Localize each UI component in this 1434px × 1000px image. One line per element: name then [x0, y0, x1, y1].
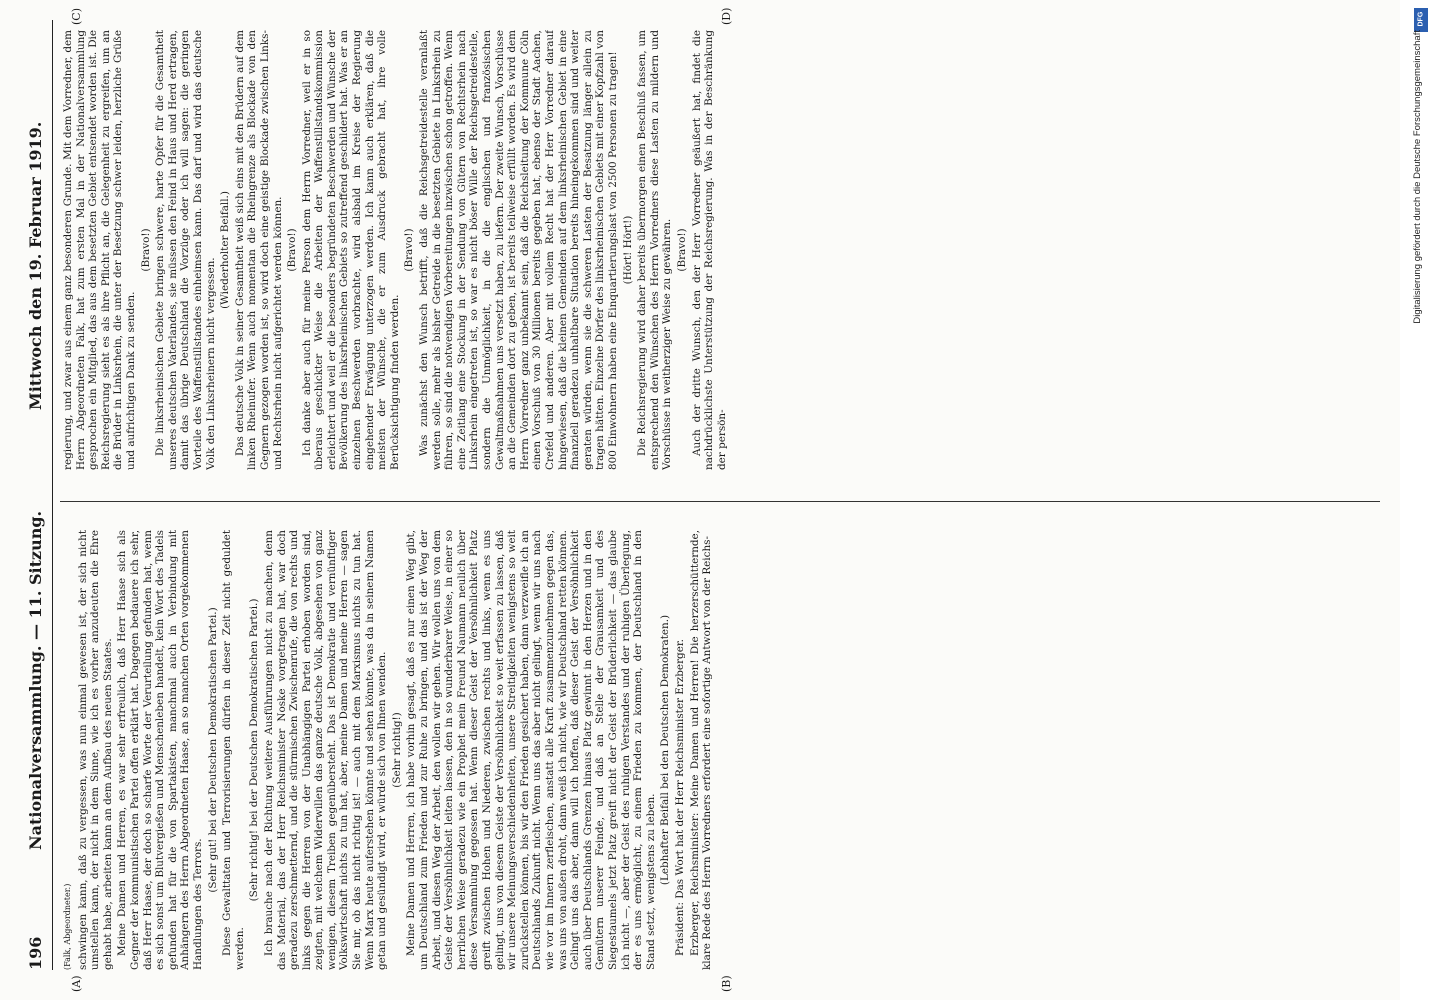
- margin-letter-a: (A): [70, 975, 83, 992]
- margin-letter-d: (D): [720, 7, 733, 25]
- paragraph: Erzberger, Reichsminister: Meine Damen und Herren! Die herzerschütternde, klare Rede des Herrn Vorredners erfordert eine sofortige Antwort von der Reichs-: [688, 530, 714, 970]
- column-divider: [60, 501, 1380, 502]
- interjection: (Bravo!): [403, 228, 416, 272]
- interjection: (Lebhafter Beifall bei den Deutschen Demokraten.): [659, 614, 672, 886]
- dfg-logo: DFG: [1414, 8, 1428, 32]
- paragraph: schwingen kann, daß zu vergessen, was nun einmal gewesen ist, der sich nicht umstellen kann, der nicht in dem Sinne, wie ich es vorher anzudeuten die Ehre gehabt habe, arbeiten kann an dem Aufbau des neuen Staates.: [76, 530, 114, 970]
- paragraph: Die linksrheinischen Gebiete bringen schwere, harte Opfer für die Gesamtheit unseres deutschen Vaterlandes, sie müssen den Feind in Haus und Herd ertragen, damit das übrige Deutschland die Vorzüge oder ich will sagen: die geringen Vorteile des Waffenstillstandes einheimsen kann. Das darf und wird das deutsche Volk den Linksrheinern nicht vergessen.: [154, 30, 217, 470]
- paragraph: Meine Damen und Herren, es war sehr erfreulich, daß Herr Haase sich als Gegner der kommunistischen Partei offen erklärt hat. Dagegen bedauere ich sehr, daß Herr Haase, der doch so scharfe Worte der Verurteilung gefunden hat, wenn es sich sonst um Blutvergießen und Menschenleben handelt, kein Wort des Tadels gefunden hat für die von Spartakisten, manchmal auch in Verbindung mit Anhängern des Herrn Abgeordneten Haase, an so manchen Orten vorgekommenen Handlungen des Terrors.: [116, 530, 204, 970]
- interjection: (Wiederholter Beifall.): [219, 191, 232, 309]
- margin-letter-b: (B): [720, 975, 733, 992]
- paragraph: Die Reichsregierung wird daher bereits übermorgen einen Beschluß fassen, um entsprechend den Wünschen des Herrn Vorredners diese Lasten zu mildern und Vorschüsse in weitherziger Weise zu gewähren.: [636, 30, 674, 470]
- speaker-tag: (Falk, Abgeordneter.): [63, 883, 72, 970]
- interjection: (Sehr gut! bei der Deutschen Demokratischen Partei.): [206, 607, 219, 893]
- digitization-credit: Digitalisierung gefördert durch die Deutsche Forschungsgemeinschaft: [1412, 30, 1423, 324]
- page-number: 196: [26, 936, 45, 970]
- paragraph: Diese Gewalttaten und Terrorisierungen dürfen in dieser Zeit nicht geduldet werden.: [221, 530, 246, 970]
- paragraph: Meine Damen und Herren, ich habe vorhin gesagt, daß es nur einen Weg gibt, um Deutschland zum Frieden und zur Ruhe zu bringen, und das ist der Weg der Arbeit, und diesen Weg der Arbeit, den wollen wir gehen. Wir wollen uns von dem Geiste der Versöhnlichkeit leiten lassen, den in so wunderbarer Weise, in einer so herrlichen Weise geradezu wie ein Prophet mein Freund Naumann neulich über diese Versammlung gegossen hat. Wenn dieser Geist der Versöhnlichkeit Platz greift zwischen Hohen und Niederen, zwischen rechts und links, wenn es uns gelingt, uns von diesem Geiste der Versöhnlichkeit so weit erfassen zu lassen, daß wir unsere Meinungsverschiedenheiten, unsere Streitigkeiten wenigstens so weit zurückstellen können, bis wir den Frieden gesichert haben, dann verzweifle ich an Deutschlands Zukunft nicht. Wenn uns das aber nicht gelingt, wenn wir uns nach wie vor im Innern zerfleischen, anstatt alle Kraft zusammenzunehmen gegen das, was uns von außen droht, dann weiß ich nicht, wie wir Deutschland retten können. Gelingt uns das aber, dann will ich hoffen, daß dieser Geist der Versöhnlichkeit auch über Deutschlands Grenzen hinaus Platz gewinnt in den Herzen und in den Gemütern unserer Feinde, und daß an Stelle der Grausamkeit und des Siegestaumels jetzt Platz greift nicht der Geist der Brüderlichkeit — das glaube ich nicht —, aber der Geist des ruhigen Verstandes und der ruhigen Überlegung, der es uns ermöglicht, zu einem Frieden zu kommen, der Deutschland in den Stand setzt, wenigstens zu leben.: [405, 530, 657, 970]
- paragraph: Was zunächst den Wunsch betrifft, daß die Reichsgetreidestelle veranlaßt werden solle, mehr als bisher Getreide in die besetzten Gebiete in Linksrhein zu führen, so sind die notwendigen Vorbereitungen inzwischen schon getroffen. Wenn eine Zeitlang eine Stockung in der Sendung von Gütern von Rechtsrhein nach Linksrhein eingetreten ist, so war es nicht böser Wille der Reichsgetreidestelle, sondern die Unmöglichkeit, in die die englischen und französischen Gewaltmaßnahmen uns versetzt haben, zu liefern. Der zweite Wunsch, Vorschüsse an die Gemeinden dort zu geben, ist bereits teilweise erfüllt worden. Es wird dem Herrn Vorredner ganz unbekannt sein, daß die Reichsleitung der Kommune Cöln einen Vorschuß von 30 Millionen bereits gegeben hat, ebenso der Stadt Aachen, Crefeld und anderen. Aber mit vollem Recht hat der Herr Vorredner darauf hingewiesen, daß die kleinen Gemeinden auf dem linksrheinischen Gebiet in eine finanziell geradezu unhaltbare Situation bereits hineingekommen sind und weiter geraten würden, wenn sie die schweren Lasten der Besatzung länger allein zu tragen hätten. Einzelne Dörfer des linksrheinischen Gebiets mit einer Kopfzahl von 800 Einwohnern haben eine Einquartierungslast von 2500 Personen zu tragen!: [418, 30, 619, 470]
- paragraph: regierung, und zwar aus einem ganz besonderen Grunde. Mit dem Vorredner, dem Herrn Abgeordneten Falk, hat zum ersten Mal in der Nationalversammlung gesprochen ein Mitglied, das aus dem besetzten Gebiet entsendet worden ist. Die Reichsregierung sieht es als ihre Pflicht an, die Gelegenheit zu ergreifen, um an die Brüder in Linksrhein, die unter der Besetzung schwer leiden, herzliche Grüße und aufrichtigen Dank zu senden.: [62, 30, 137, 470]
- paragraph: Ich brauche nach der Richtung weitere Ausführungen nicht zu machen, denn das Material, das der Herr Reichsminister Noske vorgetragen hat, war doch geradezu zerschmetternd, und die stürmischen Zwischenrufe, die von rechts und links gegen die Herren von der Unabhängigen Partei erhoben worden sind, zeigten, mit welchem Widerwillen das ganze deutsche Volk, abgesehen von ganz wenigen, diesem Treiben gegenübersteht. Das ist Demokratie und vernünftiger Volkswirtschaft nichts zu tun hat, aber, meine Damen und meine Herren — sagen Sie mir, ob das nicht richtig ist! — auch mit dem Marxismus nichts zu tun hat. Wenn Marx heute auferstehen könnte und sehen könnte, was da in seinem Namen getan und gesündigt wird, er würde sich von Ihnen wenden.: [262, 530, 389, 970]
- interjection: (Hört! Hört!): [621, 215, 634, 285]
- page-header: [22, 20, 53, 970]
- right-column: [62, 30, 1382, 470]
- paragraph: Das deutsche Volk in seiner Gesamtheit weiß sich eins mit den Brüdern auf dem linken Rheinufer. Wenn auch momentan die Rheingrenze als Blockade von den Gegnern gezogen worden ist, so wird doch eine geistige Blockade zwischen Links- und Rechtsrhein nicht aufgerichtet werden können.: [233, 30, 284, 470]
- date-title: Mittwoch den 19. Februar 1919.: [26, 121, 45, 410]
- paragraph: Auch der dritte Wunsch, den der Herr Vorredner geäußert hat, findet die nachdrücklichste Unterstützung der Reichsregierung. Was in der Beschränkung der persön-: [690, 30, 728, 470]
- session-title: Nationalversammlung. — 11. Sitzung.: [26, 510, 45, 850]
- interjection: (Bravo!): [286, 228, 299, 272]
- interjection: (Bravo!): [139, 228, 152, 272]
- margin-letter-c: (C): [70, 8, 83, 25]
- left-column: [62, 530, 1382, 970]
- interjection: (Sehr richtig! bei der Deutschen Demokratischen Partei.): [248, 598, 261, 902]
- interjection: (Bravo!): [675, 228, 688, 272]
- paragraph: Präsident: Das Wort hat der Herr Reichsminister Erzberger.: [673, 639, 686, 956]
- interjection: (Sehr richtig!): [390, 712, 403, 788]
- paragraph: Ich danke aber auch für meine Person dem Herrn Vorredner, weil er in so überaus geschickter Weise die Arbeiten der Waffenstillstandskommission erleichtert und weil er die besonders begründeten Beschwerden und Wünsche der Bevölkerung des linksrheinischen Gebiets so zutreffend geschildert hat. Was er an einzelnen Beschwerden vorbrachte, wird alsbald im Kreise der Regierung eingehender Erwägung unterzogen werden. Ich kann auch erklären, daß die meisten der Wünsche, die er zum Ausdruck gebracht hat, ihre volle Berücksichtigung finden werden.: [300, 30, 401, 470]
